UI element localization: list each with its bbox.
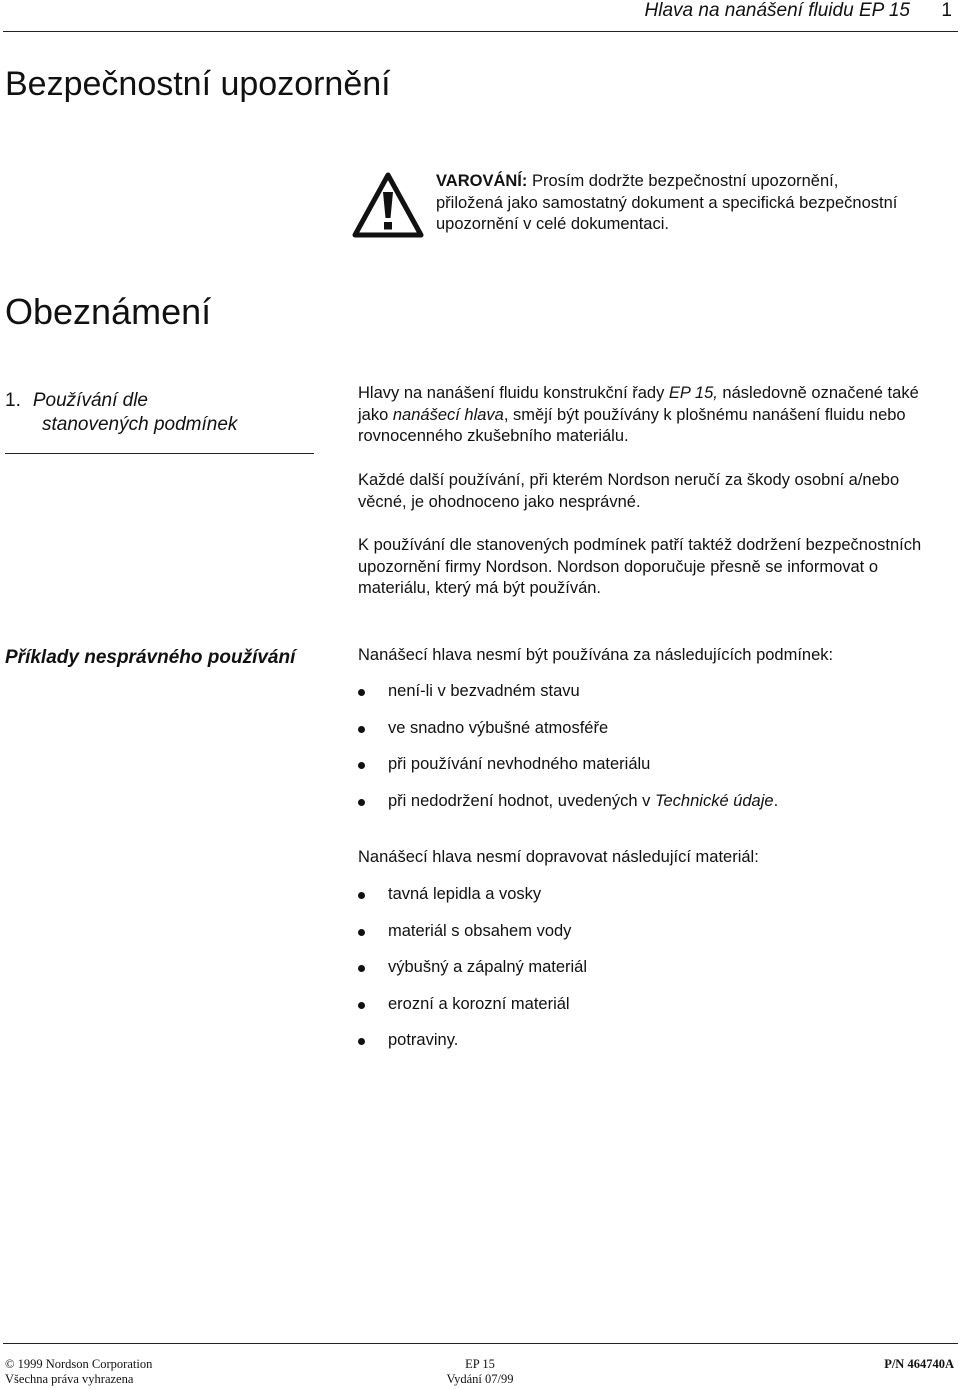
bullet-icon — [358, 965, 365, 972]
list-item — [358, 1030, 948, 1067]
condition-text: není-li v bezvadném stavu — [388, 682, 580, 700]
materials-list — [358, 884, 948, 1067]
section-2-heading: Příklady nesprávného používání — [5, 647, 296, 668]
p1-text-c: , smějí být používány k plošnému nanášení fluidu nebo rovnocenného zkušebního materiálu. — [358, 405, 906, 445]
intro-section-title: Obeznámení — [5, 291, 212, 332]
condition-text: při používání nevhodného materiálu — [388, 755, 651, 773]
section-1-number: 1. — [5, 390, 21, 411]
materials-lead: Nanášecí hlava nesmí dopravovat následující materiál: — [358, 848, 759, 866]
conditions-list — [358, 681, 948, 827]
conditions-lead: Nanášecí hlava nesmí být používána za následujících podmínek: — [358, 646, 834, 664]
footer-rule — [3, 1343, 958, 1344]
list-item — [358, 791, 948, 828]
copyright-notice: © 1999 Nordson Corporation — [5, 1357, 153, 1371]
rights-notice: Všechna práva vyhrazena — [5, 1372, 134, 1386]
material-text: materiál s obsahem vody — [388, 921, 572, 940]
list-item — [358, 884, 948, 921]
section-1-heading-line2: stanovených podmínek — [42, 414, 238, 435]
section-1-rule — [5, 453, 314, 454]
header-rule — [3, 31, 958, 32]
technical-data-reference: Technické údaje — [654, 791, 774, 810]
condition-text: ve snadno výbušné atmosféře — [388, 718, 609, 737]
edition: Vydání 07/99 — [446, 1372, 514, 1386]
warning-text: Prosím dodržte bezpečnostní upozornění, přiložená jako samostatný dokument a specifická bezpečnostní upozornění v celé dokumentaci. — [436, 172, 898, 233]
material-text: erozní a korozní materiál — [388, 994, 570, 1013]
page-number: 1 — [941, 0, 952, 21]
intended-use-paragraph — [358, 383, 948, 448]
p1-text-a: Hlavy na nanášení fluidu konstrukční řady — [358, 384, 669, 402]
part-number: P/N 464740A — [884, 1357, 954, 1371]
bullet-icon — [358, 762, 365, 769]
warning-notice — [436, 171, 906, 236]
bullet-icon — [358, 689, 365, 696]
condition-text-end: . — [773, 791, 779, 810]
bullet-icon — [358, 929, 365, 936]
bullet-icon — [358, 1002, 365, 1009]
safety-section-title: Bezpečnostní upozornění — [5, 65, 391, 103]
running-header-title: Hlava na nanášení fluidu EP 15 — [644, 0, 910, 21]
bullet-icon — [358, 726, 365, 733]
section-1-heading-line1: Používání dle — [32, 390, 148, 411]
product-name: EP 15 — [465, 1357, 495, 1371]
list-item — [358, 681, 948, 718]
p1-model-name: EP 15, — [668, 384, 718, 402]
condition-text: při nedodržení hodnot, uvedených v — [388, 791, 655, 810]
list-item — [358, 994, 948, 1031]
bullet-icon — [358, 799, 365, 806]
material-text: výbušný a zápalný materiál — [388, 958, 588, 976]
p1-term: nanášecí hlava — [392, 405, 504, 424]
footer-copyright-block — [5, 1357, 152, 1387]
footer-product-block — [440, 1357, 520, 1387]
list-item — [358, 754, 948, 791]
warning-label: VAROVÁNÍ: — [436, 172, 528, 190]
bullet-icon — [358, 1038, 365, 1045]
p1-text-b: následovně označené také jako — [358, 384, 919, 424]
list-item — [358, 957, 948, 994]
bullet-icon — [358, 892, 365, 899]
warning-triangle-icon — [352, 172, 424, 238]
list-item — [358, 718, 948, 755]
material-text: tavná lepidla a vosky — [388, 885, 542, 903]
safety-compliance-paragraph: K používání dle stanovených podmínek patří taktéž dodržení bezpečnostních upozornění firmy Nordson. Nordson doporučuje přesně se informovat o materiálu, který má být používán. — [358, 536, 922, 597]
material-text: potraviny. — [388, 1031, 459, 1049]
section-1-heading — [5, 389, 315, 437]
list-item — [358, 921, 948, 958]
improper-use-paragraph: Každé další používání, při kterém Nordson neručí za škody osobní a/nebo věcné, je ohodnoceno jako nesprávné. — [358, 471, 900, 511]
